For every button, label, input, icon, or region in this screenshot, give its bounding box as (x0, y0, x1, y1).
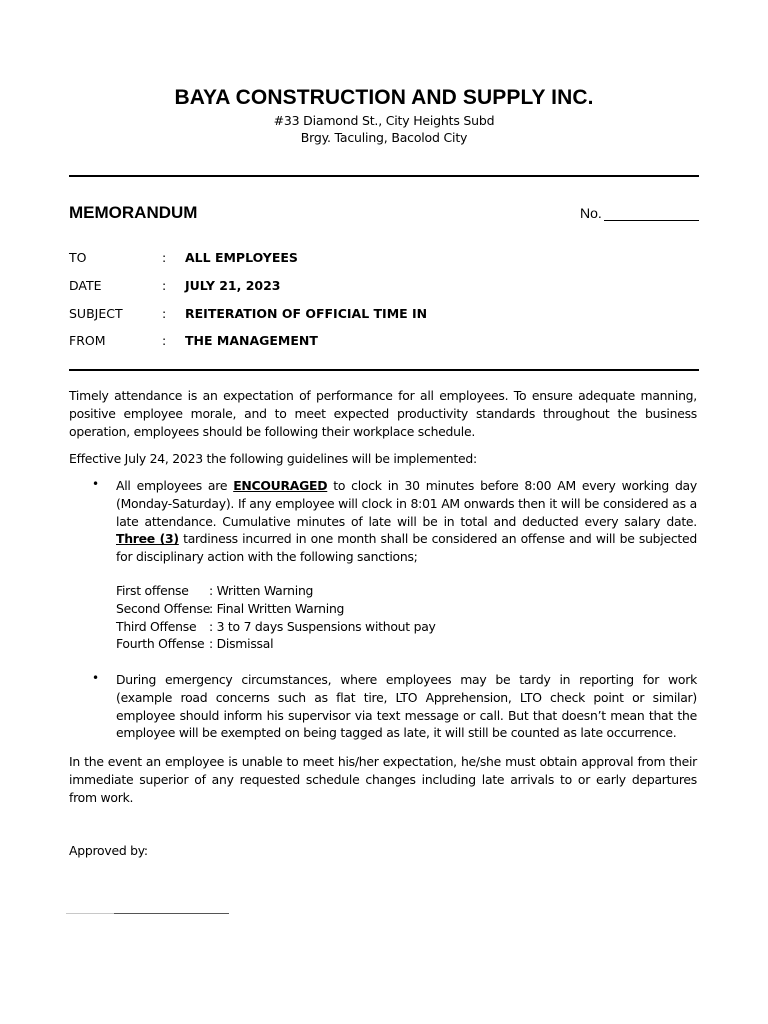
sanction-penalty: : Written Warning (209, 583, 314, 598)
closing-paragraph: In the event an employee is unable to meet his/her expectation, he/she must obtain approval from their immediate superior of any requested schedule changes including late arrivals to or early departures from work. (69, 754, 697, 805)
intro-paragraph: Timely attendance is an expectation of performance for all employees. To ensure adequate manning, positive employee morale, and to meet expected productivity standards throughout the business operation, employees should be following their workplace schedule. (69, 388, 697, 439)
bullet-marker-1: • (92, 477, 100, 491)
sanctions-list (116, 583, 516, 654)
address-line-1: #33 Diamond St., City Heights Subd (273, 113, 495, 128)
header-row-from (69, 333, 699, 353)
memo-title: MEMORANDUM (69, 203, 198, 222)
sanction-offense: Second Offense (116, 600, 211, 616)
signature-line (114, 913, 229, 914)
memo-number-blank (604, 220, 699, 221)
date-label: DATE (69, 278, 102, 293)
from-value: THE MANAGEMENT (185, 333, 318, 348)
date-colon: : (162, 278, 167, 293)
to-colon: : (162, 250, 167, 265)
header-row-to (69, 250, 699, 270)
approved-by-label: Approved by: (69, 843, 148, 858)
sanction-penalty: : 3 to 7 days Suspensions without pay (209, 618, 436, 634)
header-row-subject (69, 306, 699, 326)
header-divider (69, 175, 699, 177)
sanction-row (116, 583, 516, 601)
to-label: TO (69, 250, 87, 265)
signature-line-faint (66, 913, 116, 914)
bullet1-text-a: All employees are (116, 478, 234, 493)
date-value: JULY 21, 2023 (185, 278, 281, 293)
subject-label: SUBJECT (69, 306, 123, 321)
address-line-2: Brgy. Taculing, Bacolod City (300, 130, 468, 145)
guideline-bullet-1 (116, 477, 697, 566)
body-divider (69, 369, 699, 371)
encouraged-emphasis: ENCOURAGED (233, 478, 328, 493)
guideline-bullet-2: During emergency circumstances, where employees may be tardy in reporting for work (example road concerns such as flat tire, LTO Apprehension, LTO check point or similar) employee should inform his supervisor via text message or call. But that doesn’t mean that the employee will be exempted on being tagged as late, it will still be counted as late occurrence. (116, 672, 697, 741)
from-label: FROM (69, 333, 106, 348)
sanction-row (116, 619, 516, 637)
subject-colon: : (162, 306, 167, 321)
sanction-penalty: : Final Written Warning (209, 600, 345, 616)
three-emphasis: Three (3) (116, 531, 179, 547)
bullet1-text-b: to clock in 30 minutes before 8:00 AM every working day (Monday-Saturday). If any employee will clock in 8:01 AM onwards then it will be considered as a late attendance. Cumulative minutes of late will be in total and deducted every salary date. (116, 478, 697, 529)
sanction-offense: Third Offense (116, 618, 197, 634)
sanction-row (116, 636, 516, 654)
subject-value: REITERATION OF OFFICIAL TIME IN (185, 306, 428, 321)
company-name: BAYA CONSTRUCTION AND SUPPLY INC. (174, 86, 594, 109)
bullet1-text-c: tardiness incurred in one month shall be considered an offense and will be subjected for disciplinary action with the following sanctions; (116, 531, 698, 565)
header-row-date (69, 278, 699, 298)
from-colon: : (162, 333, 167, 348)
memo-number-label: No. (580, 205, 602, 221)
sanction-penalty: : Dismissal (209, 636, 274, 652)
sanction-offense: Fourth Offense (116, 636, 205, 652)
sanction-offense: First offense (116, 583, 189, 598)
effective-date-paragraph: Effective July 24, 2023 the following guidelines will be implemented: (69, 451, 477, 466)
bullet-marker-2: • (92, 671, 100, 685)
to-value: ALL EMPLOYEES (185, 250, 298, 265)
sanction-row (116, 601, 516, 619)
